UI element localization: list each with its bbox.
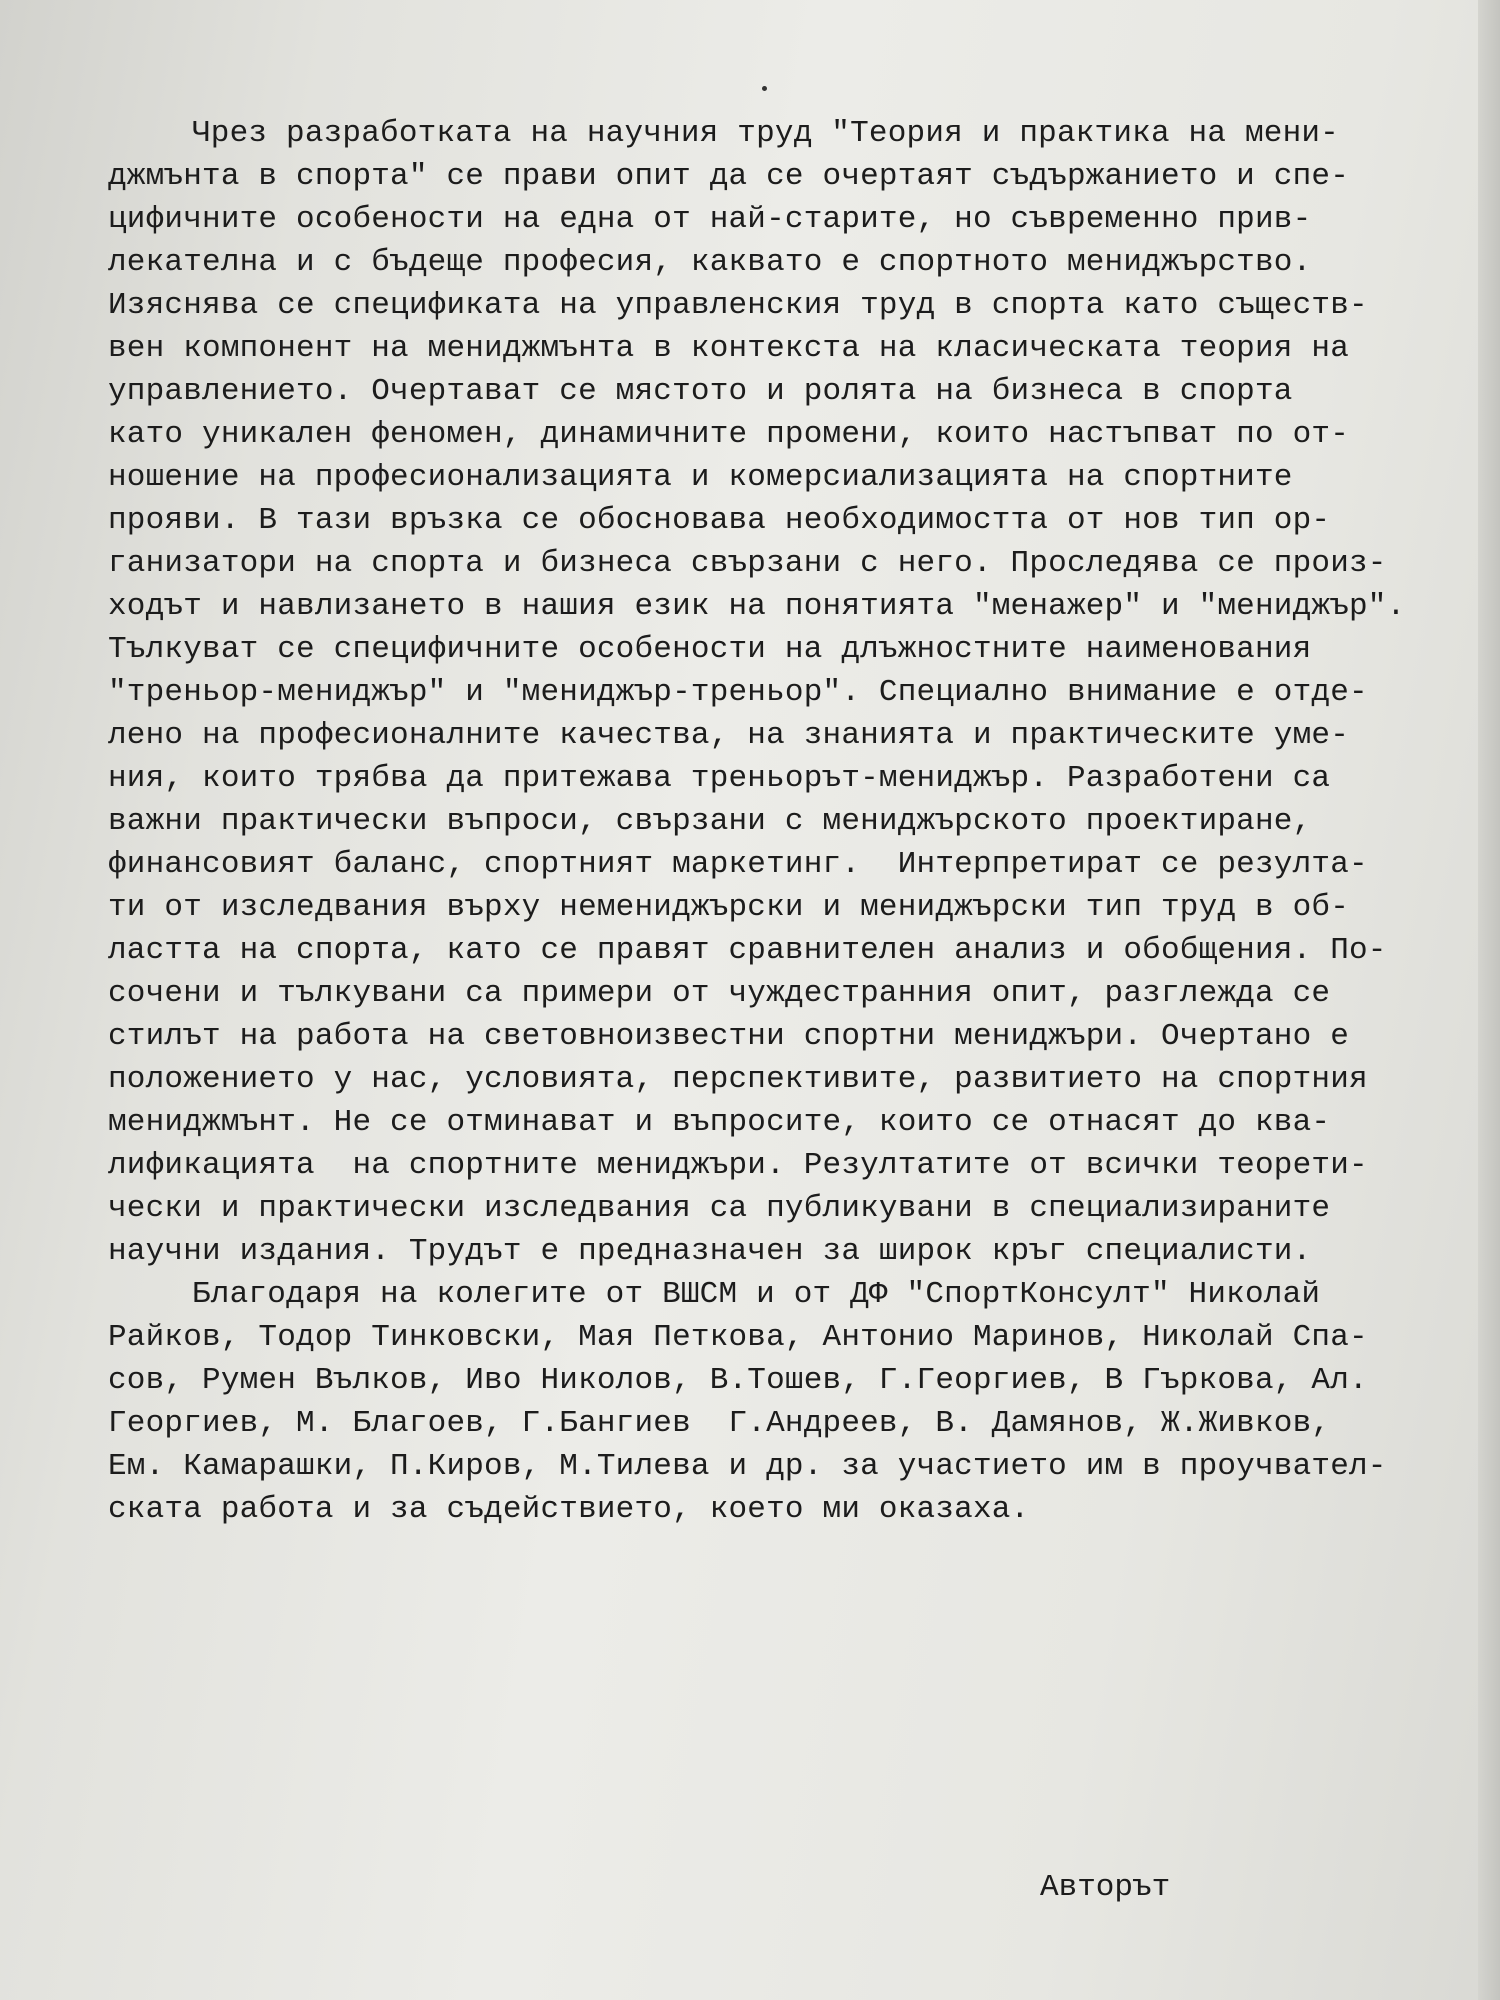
text-line: ния, които трябва да притежава треньорът-мениджър. Разработени са: [108, 761, 1331, 796]
text-line: като уникален феномен, динамичните промени, които настъпват по от-: [108, 417, 1349, 452]
text-line: ходът и навлизането в нашия език на понятията "менажер" и "мениджър".: [108, 589, 1406, 624]
text-line: ската работа и за съдействието, което ми оказаха.: [108, 1492, 1030, 1527]
text-line: джмънта в спорта" се прави опит да се очертаят съдържанието и спе-: [108, 159, 1349, 194]
text-line: лекателна и с бъдеще професия, каквато е спортното мениджърство.: [108, 245, 1312, 280]
ink-speck: [762, 86, 767, 91]
text-line: "треньор-мениджър" и "мениджър-треньор". Специално внимание е отде-: [108, 675, 1368, 710]
text-line: научни издания. Трудът е предназначен за широк кръг специалисти.: [108, 1234, 1312, 1269]
text-line: цифичните особености на една от най-старите, но съвременно прив-: [108, 202, 1312, 237]
text-line: ластта на спорта, като се правят сравнителен анализ и обобщения. По-: [108, 933, 1387, 968]
body-text: [108, 112, 1433, 1531]
text-line: Чрез разработката на научния труд "Теория и практика на мени-: [192, 116, 1339, 151]
text-line: лено на професионалните качества, на знанията и практическите уме-: [108, 718, 1349, 753]
text-line: Тълкуват се специфичните особености на длъжностните наименования: [108, 632, 1312, 667]
text-line: сов, Румен Вълков, Иво Николов, В.Тошев, Г.Георгиев, В Гъркова, Ал.: [108, 1363, 1368, 1398]
text-line: положението у нас, условията, перспективите, развитието на спортния: [108, 1062, 1368, 1097]
paragraph-acknowledgements: [108, 1273, 1433, 1531]
text-line: Изяснява се спецификата на управленския труд в спорта като съществ-: [108, 288, 1368, 323]
text-line: Ем. Камарашки, П.Киров, М.Тилева и др. за участието им в проучвател-: [108, 1449, 1387, 1484]
page-edge-shadow: [1478, 0, 1500, 2000]
text-line: финансовият баланс, спортният маркетинг. Интерпретират се резулта-: [108, 847, 1368, 882]
text-line: Райков, Тодор Тинковски, Мая Петкова, Антонио Маринов, Николай Спа-: [108, 1320, 1368, 1355]
text-line: прояви. В тази връзка се обосновава необходимостта от нов тип ор-: [108, 503, 1331, 538]
text-line: ти от изследвания върху немениджърски и мениджърски тип труд в об-: [108, 890, 1349, 925]
author-signature: Авторът: [1040, 1870, 1171, 1905]
text-line: управлението. Очертават се мястото и ролята на бизнеса в спорта: [108, 374, 1293, 409]
text-line: сочени и тълкувани са примери от чуждестранния опит, разглежда се: [108, 976, 1331, 1011]
text-line: ганизатори на спорта и бизнеса свързани с него. Проследява се произ-: [108, 546, 1387, 581]
text-line: Георгиев, М. Благоев, Г.Бангиев Г.Андреев, В. Дамянов, Ж.Живков,: [108, 1406, 1331, 1441]
text-line: мениджмънт. Не се отминават и въпросите, които се отнасят до ква-: [108, 1105, 1331, 1140]
text-line: лификацията на спортните мениджъри. Резултатите от всички теорети-: [108, 1148, 1368, 1183]
text-line: чески и практически изследвания са публикувани в специализираните: [108, 1191, 1331, 1226]
text-line: Благодаря на колегите от ВШСМ и от ДФ "СпортКонсулт" Николай: [192, 1277, 1321, 1312]
text-line: важни практически въпроси, свързани с мениджърското проектиране,: [108, 804, 1312, 839]
text-line: ношение на професионализацията и комерсиализацията на спортните: [108, 460, 1293, 495]
text-line: стилът на работа на световноизвестни спортни мениджъри. Очертано е: [108, 1019, 1349, 1054]
text-line: вен компонент на мениджмънта в контекста на класическата теория на: [108, 331, 1349, 366]
paragraph-summary: [108, 112, 1433, 1273]
